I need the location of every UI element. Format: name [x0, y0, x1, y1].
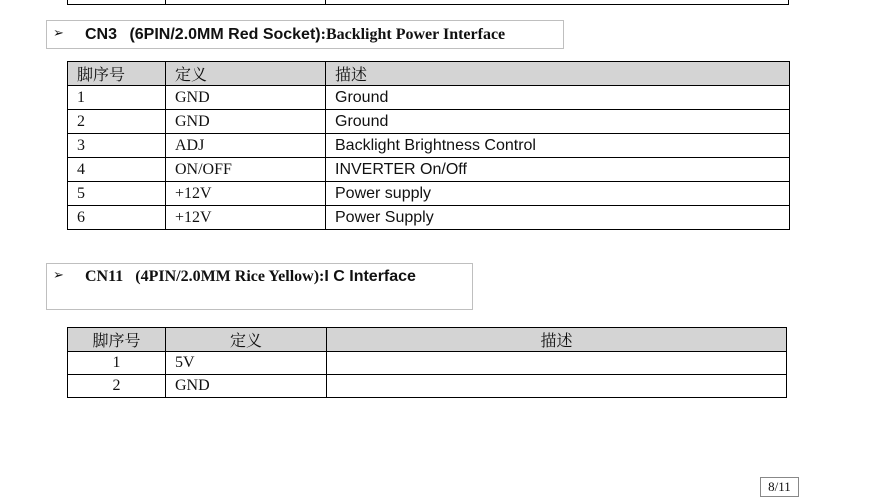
- cn11-connector-name: CN11: [85, 268, 124, 285]
- description-cell: Ground: [326, 110, 790, 134]
- description-cell: Backlight Brightness Control: [326, 134, 790, 158]
- cn11-interface-name: I C Interface: [324, 268, 416, 285]
- pin-number-cell: 4: [68, 158, 166, 182]
- pin-number-cell: 2: [68, 375, 166, 398]
- description-cell: INVERTER On/Off: [326, 158, 790, 182]
- pin-number-cell: 6: [68, 206, 166, 230]
- table-row: [68, 86, 790, 110]
- table-row: [68, 110, 790, 134]
- cn3-connector-spec: (6PIN/2.0MM Red Socket): [129, 26, 321, 43]
- description-cell: Power supply: [326, 182, 790, 206]
- pin-number-header: 脚序号: [68, 328, 166, 352]
- cn11-heading-colon: :: [319, 268, 325, 285]
- description-cell: [327, 375, 787, 398]
- table-row: [68, 158, 790, 182]
- description-cell: [327, 352, 787, 375]
- cn3-connector-name: CN3: [85, 26, 122, 43]
- definition-cell: +12V: [166, 182, 326, 206]
- table-header-row: [68, 328, 787, 352]
- definition-cell: GND: [166, 375, 327, 398]
- table-row: [68, 182, 790, 206]
- table-row: [68, 134, 790, 158]
- cn11-connector-spec: (4PIN/2.0MM Rice Yellow): [135, 268, 320, 285]
- cn11-heading-text: [85, 268, 416, 286]
- cn3-heading-text: [85, 26, 505, 44]
- definition-header: 定义: [166, 328, 327, 352]
- previous-table-bottom: [67, 0, 789, 5]
- arrow-bullet-icon: ➢: [53, 26, 64, 41]
- pin-number-cell: 5: [68, 182, 166, 206]
- description-header: 描述: [326, 62, 790, 86]
- pin-number-cell: 3: [68, 134, 166, 158]
- description-cell: Power Supply: [326, 206, 790, 230]
- definition-cell: +12V: [166, 206, 326, 230]
- table-header-row: [68, 62, 790, 86]
- definition-cell: GND: [166, 110, 326, 134]
- cn3-pin-table: [67, 61, 790, 230]
- pin-number-cell: 2: [68, 110, 166, 134]
- page-number: 8/11: [760, 477, 799, 497]
- description-cell: Ground: [326, 86, 790, 110]
- definition-header: 定义: [166, 62, 326, 86]
- cn11-pin-table: [67, 327, 787, 398]
- definition-cell: ADJ: [166, 134, 326, 158]
- cn3-interface-name: Backlight Power Interface: [325, 26, 506, 43]
- cn3-section-heading: [46, 20, 564, 49]
- definition-cell: 5V: [166, 352, 327, 375]
- table-row: [68, 206, 790, 230]
- pin-number-cell: 1: [68, 352, 166, 375]
- cn11-section-heading: [46, 263, 473, 310]
- pin-number-cell: 1: [68, 86, 166, 110]
- definition-cell: ON/OFF: [166, 158, 326, 182]
- definition-cell: GND: [166, 86, 326, 110]
- table-row: [68, 352, 787, 375]
- description-header: 描述: [327, 328, 787, 352]
- cn3-heading-colon: :: [320, 26, 326, 43]
- table-row: [68, 375, 787, 398]
- pin-number-header: 脚序号: [68, 62, 166, 86]
- arrow-bullet-icon: ➢: [53, 268, 64, 283]
